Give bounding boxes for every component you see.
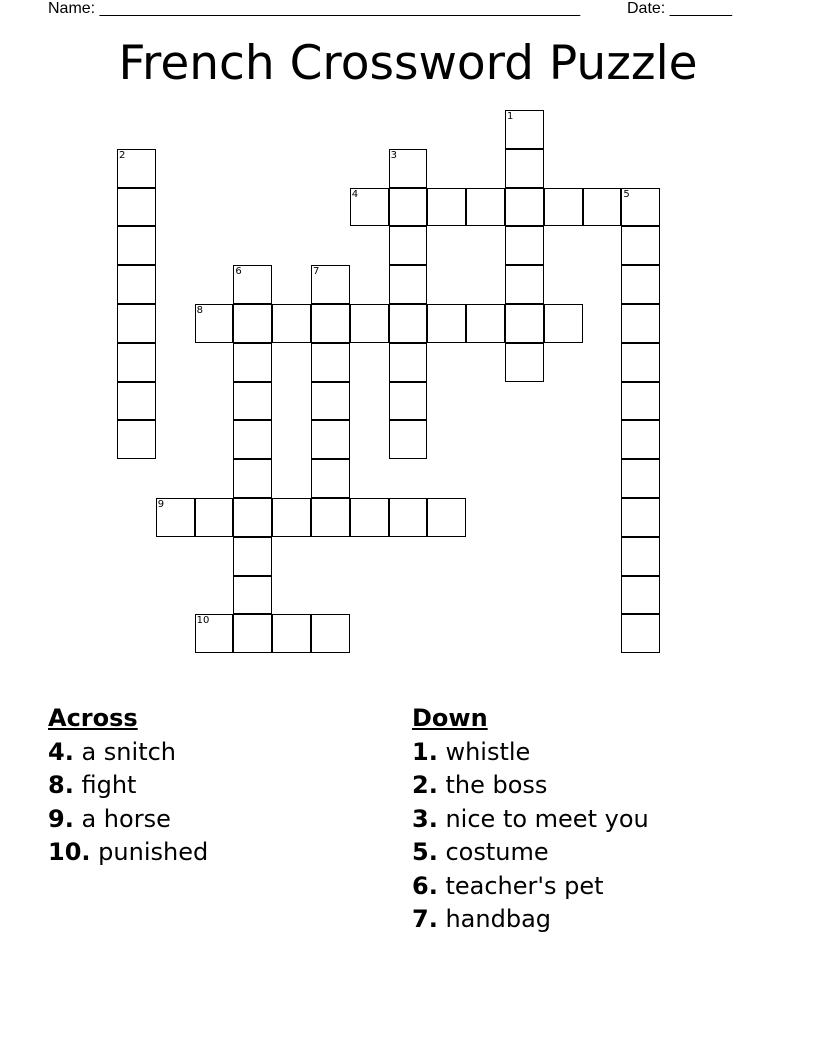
cell-number: 10 <box>196 615 210 627</box>
grid-cell[interactable] <box>233 576 272 615</box>
grid-cell[interactable] <box>466 188 505 227</box>
grid-cell[interactable] <box>389 498 428 537</box>
clue-number: 8. <box>48 771 74 800</box>
grid-cell[interactable] <box>427 188 466 227</box>
grid-cell[interactable] <box>350 188 389 227</box>
grid-cell[interactable] <box>233 304 272 343</box>
across-clues <box>48 703 378 870</box>
grid-cell[interactable] <box>621 188 660 227</box>
grid-cell[interactable] <box>621 226 660 265</box>
grid-cell[interactable] <box>389 304 428 343</box>
date-field-label: Date: _______ <box>627 0 732 17</box>
grid-cell[interactable] <box>389 188 428 227</box>
grid-cell[interactable] <box>544 188 583 227</box>
cell-number: 5 <box>623 188 630 200</box>
grid-cell[interactable] <box>583 188 622 227</box>
grid-cell[interactable] <box>621 382 660 421</box>
cell-number: 2 <box>119 149 126 161</box>
clue-across-4 <box>48 736 378 769</box>
grid-cell[interactable] <box>195 614 234 653</box>
clue-across-9 <box>48 803 378 836</box>
grid-cell[interactable] <box>389 149 428 188</box>
clue-down-1 <box>412 736 792 769</box>
grid-cell[interactable] <box>621 343 660 382</box>
grid-cell[interactable] <box>117 149 156 188</box>
down-clues <box>412 703 792 936</box>
grid-cell[interactable] <box>195 498 234 537</box>
clue-number: 1. <box>412 738 438 766</box>
clue-text: teacher's pet <box>445 871 604 900</box>
clue-text: the boss <box>445 771 548 800</box>
grid-cell[interactable] <box>621 614 660 653</box>
grid-cell[interactable] <box>233 343 272 382</box>
grid-cell[interactable] <box>272 614 311 653</box>
clue-text: punished <box>98 838 209 867</box>
clue-number: 2. <box>412 771 438 800</box>
clue-text: handbag <box>445 905 552 934</box>
clue-text: a snitch <box>81 738 177 766</box>
cell-number: 3 <box>390 149 397 161</box>
clue-down-6 <box>412 870 792 903</box>
clue-down-2 <box>412 769 792 802</box>
grid-cell[interactable] <box>350 498 389 537</box>
grid-cell[interactable] <box>621 304 660 343</box>
grid-cell[interactable] <box>311 498 350 537</box>
grid-cell[interactable] <box>233 420 272 459</box>
grid-cell[interactable] <box>544 304 583 343</box>
grid-cell[interactable] <box>621 459 660 498</box>
grid-cell[interactable] <box>311 382 350 421</box>
grid-cell[interactable] <box>233 459 272 498</box>
grid-cell[interactable] <box>505 110 544 149</box>
clue-text: fight <box>81 771 137 800</box>
grid-cell[interactable] <box>311 304 350 343</box>
clue-across-10 <box>48 836 378 869</box>
cell-number: 6 <box>235 266 242 278</box>
clue-number: 10. <box>48 838 91 867</box>
grid-cell[interactable] <box>389 343 428 382</box>
name-field-label: Name: ______________________________________________________ <box>48 0 581 17</box>
grid-cell[interactable] <box>117 420 156 459</box>
clue-across-8 <box>48 769 378 802</box>
cell-number: 1 <box>507 111 514 122</box>
grid-cell[interactable] <box>505 188 544 227</box>
grid-cell[interactable] <box>505 343 544 382</box>
grid-cell[interactable] <box>233 537 272 576</box>
grid-cell[interactable] <box>117 382 156 421</box>
clue-number: 5. <box>412 838 438 867</box>
clue-text: whistle <box>445 738 531 766</box>
grid-cell[interactable] <box>466 304 505 343</box>
grid-cell[interactable] <box>389 382 428 421</box>
cell-number: 8 <box>196 305 203 316</box>
grid-cell[interactable] <box>505 226 544 265</box>
clue-number: 4. <box>48 738 74 766</box>
clue-down-5 <box>412 836 792 869</box>
clue-down-3 <box>412 803 792 836</box>
grid-cell[interactable] <box>272 498 311 537</box>
clue-number: 7. <box>412 905 438 934</box>
down-heading: Down <box>412 704 488 732</box>
grid-cell[interactable] <box>233 498 272 537</box>
grid-cell[interactable] <box>311 614 350 653</box>
grid-cell[interactable] <box>117 188 156 227</box>
clue-down-7 <box>412 903 792 936</box>
grid-cell[interactable] <box>427 304 466 343</box>
cell-number: 7 <box>313 266 320 278</box>
grid-cell[interactable] <box>311 420 350 459</box>
down-clue-list <box>412 736 792 936</box>
page-title: French Crossword Puzzle <box>118 36 698 91</box>
grid-cell[interactable] <box>621 265 660 304</box>
grid-cell[interactable] <box>389 226 428 265</box>
clue-number: 6. <box>412 871 438 900</box>
grid-cell[interactable] <box>311 343 350 382</box>
clue-number: 3. <box>412 804 438 833</box>
grid-cell[interactable] <box>117 226 156 265</box>
grid-cell[interactable] <box>233 382 272 421</box>
cell-number: 4 <box>351 188 359 200</box>
grid-cell[interactable] <box>117 343 156 382</box>
grid-cell[interactable] <box>311 265 350 304</box>
grid-cell[interactable] <box>117 304 156 343</box>
grid-cell[interactable] <box>195 304 234 343</box>
grid-cell[interactable] <box>156 498 195 537</box>
grid-cell[interactable] <box>621 420 660 459</box>
grid-cell[interactable] <box>272 304 311 343</box>
grid-cell[interactable] <box>621 576 660 615</box>
grid-cell[interactable] <box>621 498 660 537</box>
grid-cell[interactable] <box>389 265 428 304</box>
clue-number: 9. <box>48 804 74 833</box>
clue-text: a horse <box>81 804 171 833</box>
across-heading: Across <box>48 704 138 732</box>
grid-cell[interactable] <box>427 498 466 537</box>
grid-cell[interactable] <box>621 537 660 576</box>
across-clue-list <box>48 736 378 870</box>
clue-text: costume <box>445 838 549 867</box>
grid-cell[interactable] <box>350 304 389 343</box>
grid-cell[interactable] <box>505 149 544 188</box>
grid-cell[interactable] <box>505 265 544 304</box>
cell-number: 9 <box>157 499 165 510</box>
grid-cell[interactable] <box>117 265 156 304</box>
grid-cell[interactable] <box>505 304 544 343</box>
grid-cell[interactable] <box>389 420 428 459</box>
grid-cell[interactable] <box>311 459 350 498</box>
clue-text: nice to meet you <box>445 804 649 833</box>
grid-cell[interactable] <box>233 265 272 304</box>
grid-cell[interactable] <box>233 614 272 653</box>
